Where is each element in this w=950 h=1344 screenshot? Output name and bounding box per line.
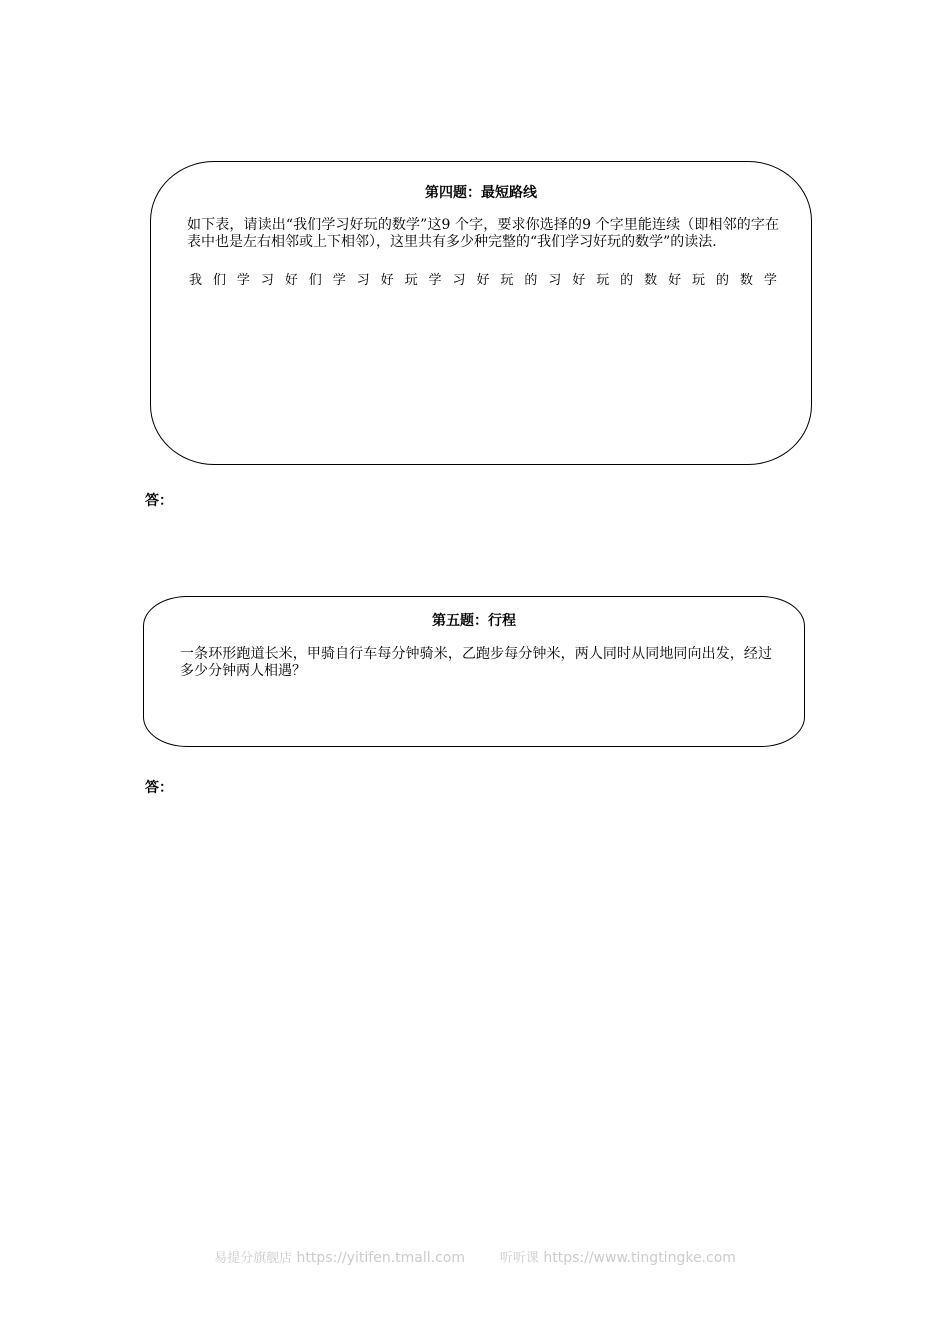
footer-shop-name: 易提分旗舰店 bbox=[214, 1251, 293, 1266]
problem-4-text: 如下表，请读出“我们学习好玩的数学”这9 个字，要求你选择的9 个字里能连续（即相邻的字在表中也是左右相邻或上下相邻），这里共有多少种完整的“我们学习好玩的数学”的读法. bbox=[187, 217, 779, 250]
problem-5-answer-label: 答： bbox=[145, 780, 173, 796]
grid-char: 习 bbox=[548, 273, 562, 288]
grid-char: 数 bbox=[739, 273, 753, 288]
grid-char: 我 bbox=[189, 273, 203, 288]
grid-char: 好 bbox=[380, 273, 394, 288]
grid-char: 们 bbox=[308, 273, 322, 288]
grid-char: 好 bbox=[572, 273, 586, 288]
grid-char: 学 bbox=[236, 273, 250, 288]
grid-char: 玩 bbox=[692, 273, 706, 288]
grid-char: 玩 bbox=[500, 273, 514, 288]
footer-course-name: 听听课 bbox=[499, 1251, 539, 1266]
grid-char: 好 bbox=[476, 273, 490, 288]
grid-char: 的 bbox=[715, 273, 729, 288]
grid-char: 学 bbox=[332, 273, 346, 288]
grid-char: 好 bbox=[668, 273, 682, 288]
problem-4-answer-label: 答： bbox=[145, 493, 173, 509]
grid-char: 的 bbox=[524, 273, 538, 288]
grid-char: 习 bbox=[452, 273, 466, 288]
footer-course-url[interactable]: https://www.tingtingke.com bbox=[543, 1250, 736, 1266]
grid-char: 习 bbox=[356, 273, 370, 288]
grid-char: 们 bbox=[212, 273, 226, 288]
grid-char: 数 bbox=[644, 273, 658, 288]
grid-char: 的 bbox=[620, 273, 634, 288]
grid-char: 玩 bbox=[404, 273, 418, 288]
problem-4-box bbox=[150, 161, 812, 465]
grid-char: 学 bbox=[763, 273, 777, 288]
grid-char: 玩 bbox=[596, 273, 610, 288]
problem-5-title: 第五题：行程 bbox=[432, 613, 516, 629]
character-grid bbox=[187, 269, 779, 288]
grid-char: 学 bbox=[428, 273, 442, 288]
grid-char: 好 bbox=[284, 273, 298, 288]
grid-char: 习 bbox=[260, 273, 274, 288]
problem-5-box bbox=[143, 596, 805, 747]
problem-4-title: 第四题：最短路线 bbox=[425, 185, 537, 201]
footer-watermark bbox=[0, 1247, 950, 1266]
footer-shop-url[interactable]: https://yitifen.tmall.com bbox=[296, 1250, 465, 1266]
problem-5-text: 一条环形跑道长米，甲骑自行车每分钟骑米，乙跑步每分钟米，两人同时从同地同向出发，经过多少分钟两人相遇？ bbox=[180, 646, 772, 679]
